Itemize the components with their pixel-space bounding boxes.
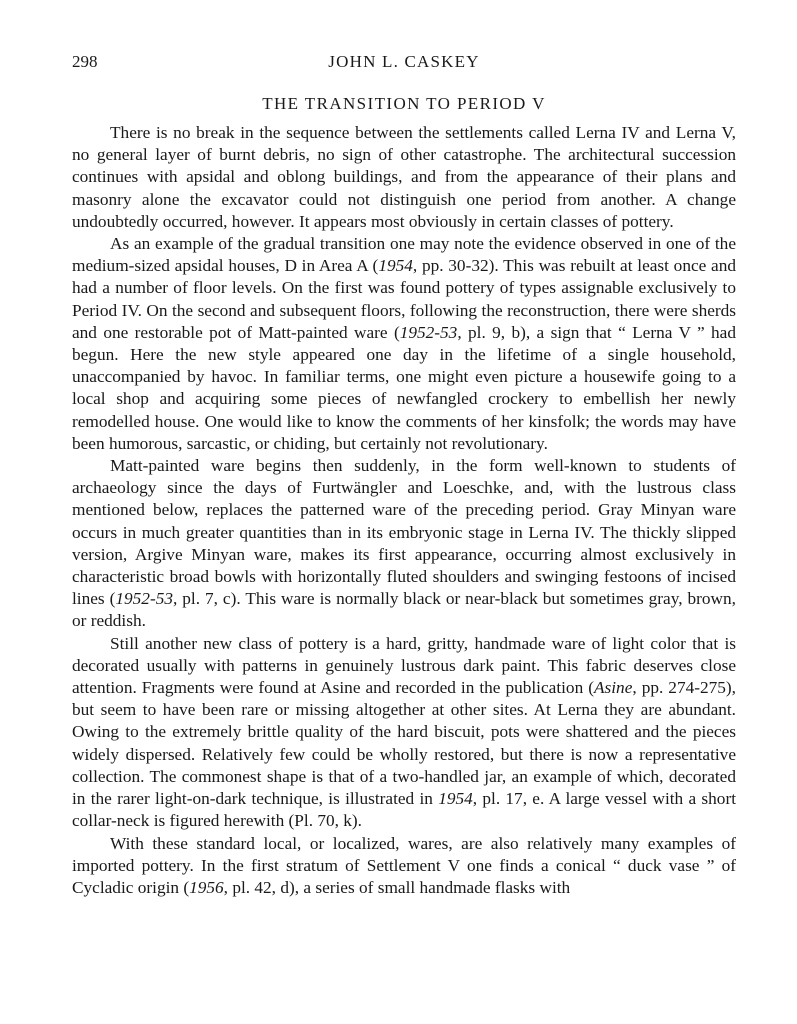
citation-year: 1952-53 xyxy=(399,322,458,342)
paragraph-2 xyxy=(72,233,736,455)
running-head-author: JOHN L. CASKEY xyxy=(328,52,480,71)
paragraph-text: There is no break in the sequence between the settlements called Lerna IV and Lerna V, no general layer of burnt debris, no sign of other catastrophe. The architectural succession continues with apsidal and oblong buildings, and from the appearance of their plans and masonry alone the excavator could not distinguish one period from another. A change undoubtedly occurred, however. It appears most obviously in certain classes of pottery. xyxy=(72,123,736,231)
paragraph-5 xyxy=(72,833,736,900)
citation-year: 1954 xyxy=(438,789,473,809)
section-title: THE TRANSITION TO PERIOD V xyxy=(262,94,546,113)
citation-year: 1952-53 xyxy=(115,589,173,609)
paragraph-text: , pl. 42, d), a series of small handmade flasks with xyxy=(223,877,571,897)
running-head xyxy=(72,52,736,80)
paragraph-text: , pl. 7, c). This ware is normally black or near-black but sometimes gray, brown, or reddish. xyxy=(72,589,736,631)
paragraph-text: , pp. 274-275), but seem to have been rare or missing altogether at other sites. At Lerna they are abundant. Owing to the extremely brittle quality of the hard biscuit, pots were shattered and the pieces widely dispersed. Relatively few could be wholly restored, but there is now a representative collection. The commonest shape is that of a two-handled jar, an example of which, decorated in the rarer light-on-dark technique, is illustrated in xyxy=(72,678,736,809)
paragraph-text: Matt-painted ware begins then suddenly, in the form well-known to students of archaeology since the days of Furtwängler and Loeschke, and, with the lustrous class mentioned below, replaces the patterned ware of the preceding period. Gray Minyan ware occurs in much greater quantities than in its embryonic stage in Lerna IV. The thickly slipped version, Argive Minyan ware, makes its first appearance, occurring almost exclusively in characteristic broad bowls with horizontally fluted shoulders and swinging festoons of incised lines ( xyxy=(72,456,736,609)
paragraph-1 xyxy=(72,122,736,233)
citation-year: 1954 xyxy=(378,256,413,276)
paragraph-text: With these standard local, or localized, wares, are also relatively many examples of imported pottery. In the first stratum of Settlement V one finds a conical “ duck vase ” of Cycladic origin ( xyxy=(72,833,736,897)
paragraph-3 xyxy=(72,455,736,633)
paragraph-4 xyxy=(72,633,736,833)
citation-year: 1956 xyxy=(189,877,224,897)
document-page xyxy=(72,52,736,899)
citation-title: Asine xyxy=(593,678,633,698)
body-text xyxy=(72,122,736,899)
paragraph-text: Still another new class of pottery is a hard, gritty, handmade ware of light color that is decorated usually with patterns in genuinely lustrous dark paint. This fabric deserves close attention. Fragments were found at Asine and recorded in the publication ( xyxy=(72,633,736,698)
paragraph-text: As an example of the gradual transition one may note the evidence observed in one of the medium-sized apsidal houses, D in Area A ( xyxy=(72,234,736,276)
paragraph-text: , pl. 17, e. A large vessel with a short collar-neck is figured herewith (Pl. 70, k). xyxy=(72,789,736,831)
page-number: 298 xyxy=(72,52,98,71)
paragraph-text: , pl. 9, b), a sign that “ Lerna V ” had begun. Here the new style appeared one day in the lifetime of a single household, unaccompanied by havoc. In familiar terms, one might even picture a housewife going to a local shop and acquiring some pieces of newfangled crockery to embellish her newly remodelled house. One would like to know the comments of her kinsfolk; the words may have been humorous, sarcastic, or chiding, but certainly not revolutionary. xyxy=(72,322,736,453)
paragraph-text: , pp. 30-32). This was rebuilt at least once and had a number of floor levels. On the first was found pottery of types assignable exclusively to Period IV. On the second and subsequent floors, following the reconstruction, there were sherds and one restorable pot of Matt-painted ware ( xyxy=(72,256,737,342)
